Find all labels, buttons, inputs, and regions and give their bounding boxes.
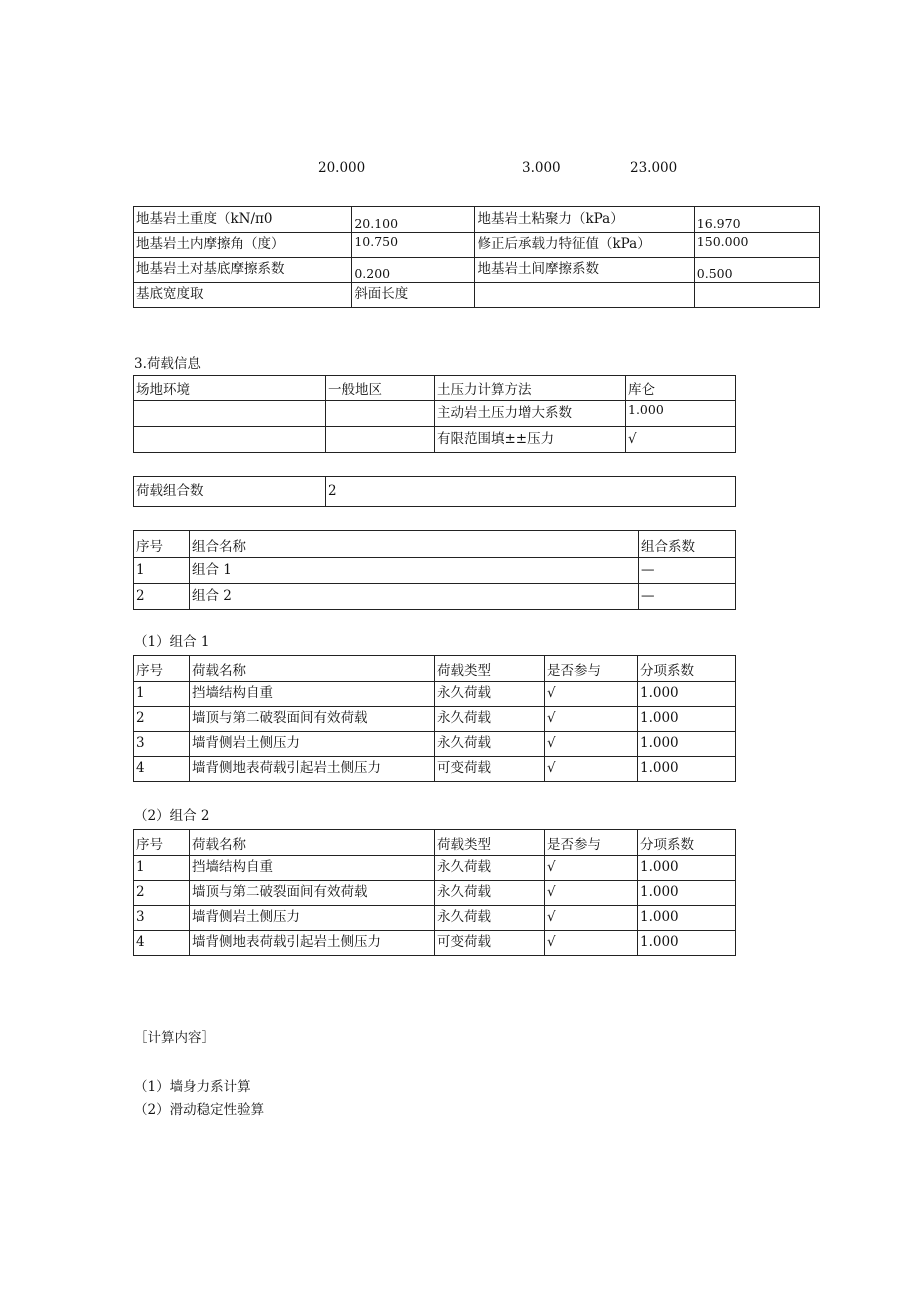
table-cell: 场地环境 [134, 376, 326, 401]
table-cell: 4 [134, 757, 190, 782]
soil-table [133, 206, 820, 308]
table-cell: 墙背侧岩土侧压力 [190, 906, 435, 931]
table-row [134, 856, 736, 881]
table-cell: 组合 1 [190, 558, 639, 584]
table-cell: 主动岩土压力增大系数 [435, 401, 626, 427]
table-cell: 2 [134, 881, 190, 906]
table-cell [326, 401, 435, 427]
table-header-row [134, 830, 736, 856]
table-cell: 永久荷载 [435, 732, 545, 757]
table-cell: 挡墙结构自重 [190, 682, 435, 707]
table-cell: 永久荷载 [435, 906, 545, 931]
table-cell: 可变荷载 [435, 757, 545, 782]
table-cell: — [639, 584, 736, 610]
column-header: 序号 [134, 830, 190, 856]
table-cell: 库仑 [626, 376, 736, 401]
table-cell: 1.000 [638, 757, 736, 782]
column-header: 分项系数 [638, 656, 736, 682]
column-header: 序号 [134, 531, 190, 558]
column-header: 组合系数 [639, 531, 736, 558]
table-cell: 2 [134, 584, 190, 610]
table-cell: 3 [134, 906, 190, 931]
table-cell: 1.000 [626, 401, 736, 427]
table-cell: 地基岩土内摩擦角（度） [134, 233, 352, 258]
table-cell: √ [545, 856, 638, 881]
table-cell: 1.000 [638, 707, 736, 732]
combo-count-value: 2 [326, 477, 736, 507]
table-row [134, 258, 820, 283]
table-row [134, 427, 736, 453]
table-row [134, 584, 736, 610]
table-cell: 永久荷载 [435, 707, 545, 732]
table-cell: 基底宽度取 [134, 283, 352, 308]
table-cell: √ [545, 906, 638, 931]
table-cell: 1.000 [638, 931, 736, 956]
column-header: 是否参与 [545, 830, 638, 856]
table-cell: 1.000 [638, 881, 736, 906]
column-header: 荷载类型 [435, 656, 545, 682]
table-row [134, 283, 820, 308]
table-cell: √ [545, 757, 638, 782]
table-cell: 0.200 [352, 258, 475, 283]
table-cell: 20.100 [352, 207, 475, 233]
column-header: 荷载类型 [435, 830, 545, 856]
table-row [134, 707, 736, 732]
table-cell: 墙顶与第二破裂面间有效荷载 [190, 881, 435, 906]
table-cell: 150.000 [694, 233, 819, 258]
group-1-table [133, 655, 736, 782]
column-header: 荷载名称 [190, 656, 435, 682]
table-cell: 3 [134, 732, 190, 757]
section-heading-load-info: 3.荷载信息 [134, 356, 201, 372]
table-row [134, 207, 820, 233]
table-cell: 地基岩土粘聚力（kPa） [475, 207, 694, 233]
column-header: 是否参与 [545, 656, 638, 682]
table-cell: 2 [134, 707, 190, 732]
group-2-table [133, 829, 736, 956]
table-cell: √ [545, 732, 638, 757]
load-info-table [133, 375, 736, 453]
table-cell [134, 401, 326, 427]
table-cell: 1 [134, 682, 190, 707]
table-cell: 1.000 [638, 732, 736, 757]
column-header: 组合名称 [190, 531, 639, 558]
table-row [134, 732, 736, 757]
calc-heading: ［计算内容］ [134, 1030, 215, 1046]
table-cell: 4 [134, 931, 190, 956]
table-cell: 16.970 [694, 207, 819, 233]
column-header: 分项系数 [638, 830, 736, 856]
table-cell [326, 427, 435, 453]
table-cell: 可变荷载 [435, 931, 545, 956]
table-cell [134, 427, 326, 453]
table-cell: 1.000 [638, 906, 736, 931]
table-cell: 一般地区 [326, 376, 435, 401]
combo-count-table [133, 476, 736, 507]
group-1-heading: （1）组合 1 [134, 634, 210, 650]
table-row [134, 881, 736, 906]
table-cell: √ [545, 682, 638, 707]
table-row [134, 558, 736, 584]
table-cell: 0.500 [694, 258, 819, 283]
table-cell: 永久荷载 [435, 881, 545, 906]
table-cell: 挡墙结构自重 [190, 856, 435, 881]
column-header: 荷载名称 [190, 830, 435, 856]
combo-table [133, 530, 736, 610]
top-value-1: 20.000 [318, 160, 366, 176]
table-row [134, 376, 736, 401]
table-cell: 地基岩土间摩擦系数 [475, 258, 694, 283]
table-row [134, 401, 736, 427]
table-row [134, 906, 736, 931]
table-row [134, 931, 736, 956]
table-cell: 墙顶与第二破裂面间有效荷载 [190, 707, 435, 732]
table-cell: 组合 2 [190, 584, 639, 610]
table-cell: 永久荷载 [435, 682, 545, 707]
table-cell: 地基岩土重度（kN/π0 [134, 207, 352, 233]
table-cell: 1 [134, 856, 190, 881]
combo-count-label: 荷载组合数 [134, 477, 326, 507]
column-header: 序号 [134, 656, 190, 682]
table-cell: 1.000 [638, 856, 736, 881]
table-cell: 墙背侧岩土侧压力 [190, 732, 435, 757]
top-value-2: 3.000 [522, 160, 561, 176]
table-cell: 斜面长度 [352, 283, 475, 308]
table-cell: — [639, 558, 736, 584]
table-cell: √ [545, 931, 638, 956]
table-cell: 永久荷载 [435, 856, 545, 881]
table-row [134, 477, 736, 507]
top-value-3: 23.000 [630, 160, 678, 176]
table-row [134, 682, 736, 707]
table-cell: 墙背侧地表荷载引起岩土侧压力 [190, 757, 435, 782]
table-cell: 10.750 [352, 233, 475, 258]
table-cell [475, 283, 694, 308]
table-cell: 土压力计算方法 [435, 376, 626, 401]
table-cell: √ [545, 707, 638, 732]
table-cell [694, 283, 819, 308]
table-cell: 1.000 [638, 682, 736, 707]
table-cell: 地基岩土对基底摩擦系数 [134, 258, 352, 283]
table-header-row [134, 531, 736, 558]
table-cell: 有限范围填±±压力 [435, 427, 626, 453]
table-row [134, 757, 736, 782]
calc-item-2: （2）滑动稳定性验算 [134, 1102, 265, 1118]
table-cell: 墙背侧地表荷载引起岩土侧压力 [190, 931, 435, 956]
table-cell: √ [545, 881, 638, 906]
group-2-heading: （2）组合 2 [134, 808, 210, 824]
table-cell: 修正后承载力特征值（kPa） [475, 233, 694, 258]
table-cell: 1 [134, 558, 190, 584]
table-cell: √ [626, 427, 736, 453]
table-row [134, 233, 820, 258]
table-header-row [134, 656, 736, 682]
calc-item-1: （1）墙身力系计算 [134, 1079, 251, 1095]
